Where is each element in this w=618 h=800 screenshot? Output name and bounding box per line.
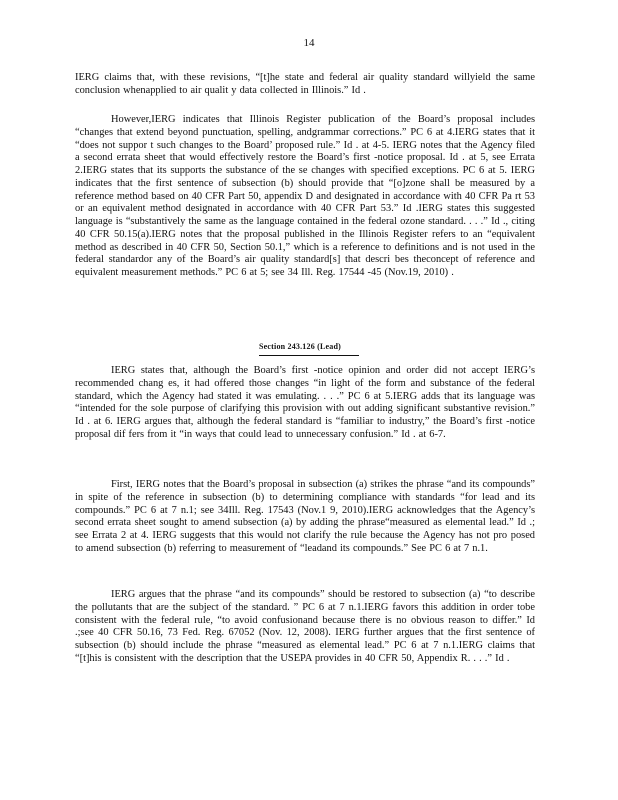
paragraph-ierg-states: IERG states that, although the Board’s first -notice opinion and order did not accept IERG’s recommended chang es, it had offered those changes “in light of the form and substance of the federal standard, which the Agency had stated it was emulating. . . .” PC 6 at 5.IERG adds that its language was “intended for the sole purpose of clarifying this provision with out adding significant substantive revision.” Id . at 6. IERG argues that, although the federal standard is “familiar to industry,” the Board’s first -notice proposal dif fers from it “in ways that could lead to unnecessary confusion.” Id . at 6-7. [75, 365, 535, 440]
page-number: 14 [303, 37, 315, 49]
paragraph-ierg-argues: IERG argues that the phrase “and its compounds” should be restored to subsection (a) “to describe the pollutants that are the subject of the standard. ” PC 6 at 7 n.1.IERG favors this addition in order tobe consistent with the federal rule, “to avoid confusionand because there is no obvious reason to differ.” Id .;see 40 CFR 50.16, 73 Fed. Reg. 67052 (Nov. 12, 2008). IERG further argues that the first sentence of subsection (b) should include the phrase “measured as elemental lead.” PC 6 at 7 n.1.IERG claims that “[t]his is consistent with the description that the USEPA provides in 40 CFR 50, Appendix R. . . .” Id . [75, 589, 535, 664]
paragraph-first-ierg-notes: First, IERG notes that the Board’s proposal in subsection (a) strikes the phrase “and its compounds” in spite of the reference in subsection (b) to determining compliance with standards “for lead and its compounds.” PC 6 at 7 n.1; see 34Ill. Reg. 17543 (Nov.1 9, 2010).IERG acknowledges that the Agency’s second errata sheet sought to amend subsection (a) by adding the phrase“measured as elemental lead.” Id .; see Errata 2 at 4. IERG suggests that this would not clarify the rule because the Agency has not pro posed to amend subsection (b) referring to measurement of “leadand its compounds.” See PC 6 at 7 n.1. [75, 479, 535, 554]
section-heading-text: Section 243.126 (Lead) [259, 341, 359, 356]
section-heading [0, 341, 618, 356]
paragraph-ierg-claims: IERG claims that, with these revisions, “[t]he state and federal air quality standard willyield the same conclusion whenapplied to air qualit y data collected in Illinois.” Id . [75, 72, 535, 96]
paragraph-however-ierg: However,IERG indicates that Illinois Register publication of the Board’s proposal includes “changes that extend beyond punctuation, spelling, andgrammar corrections.” PC 6 at 4.IERG states that it “does not suppor t such changes to the Board’ proposed rule.” Id . at 4-5. IERG notes that the Agency filed a second errata sheet that would effectively restore the Board’s first -notice proposal. Id . at 5, see Errata 2.IERG states that its supports the substance of the se changes with specified exceptions. PC 6 at 5. IERG indicates that the first sentence of subsection (b) should provide that “[o]zone shall be measured by a reference method based on 40 CFR Part 50, appendix D and designated in accordance with 40 CFR Pa rt 53 or an equivalent method designated in accordance with 40 CFR Part 53.” Id .IERG states this suggested language is “substantively the same as the language contained in the federal ozone standard. . . .” Id ., citing 40 CFR 50.15(a).IERG notes that the proposal published in the Illinois Register refers to an “equivalent method as described in 40 CFR 50, Section 50.1,” which is a reference to definitions and is not used in the federal standardor any of the Board’s air quality standard[s] that descri bes theconcept of reference and equivalent measurement methods.” PC 6 at 5; see 34 Ill. Reg. 17544 -45 (Nov.19, 2010) . [75, 114, 535, 278]
